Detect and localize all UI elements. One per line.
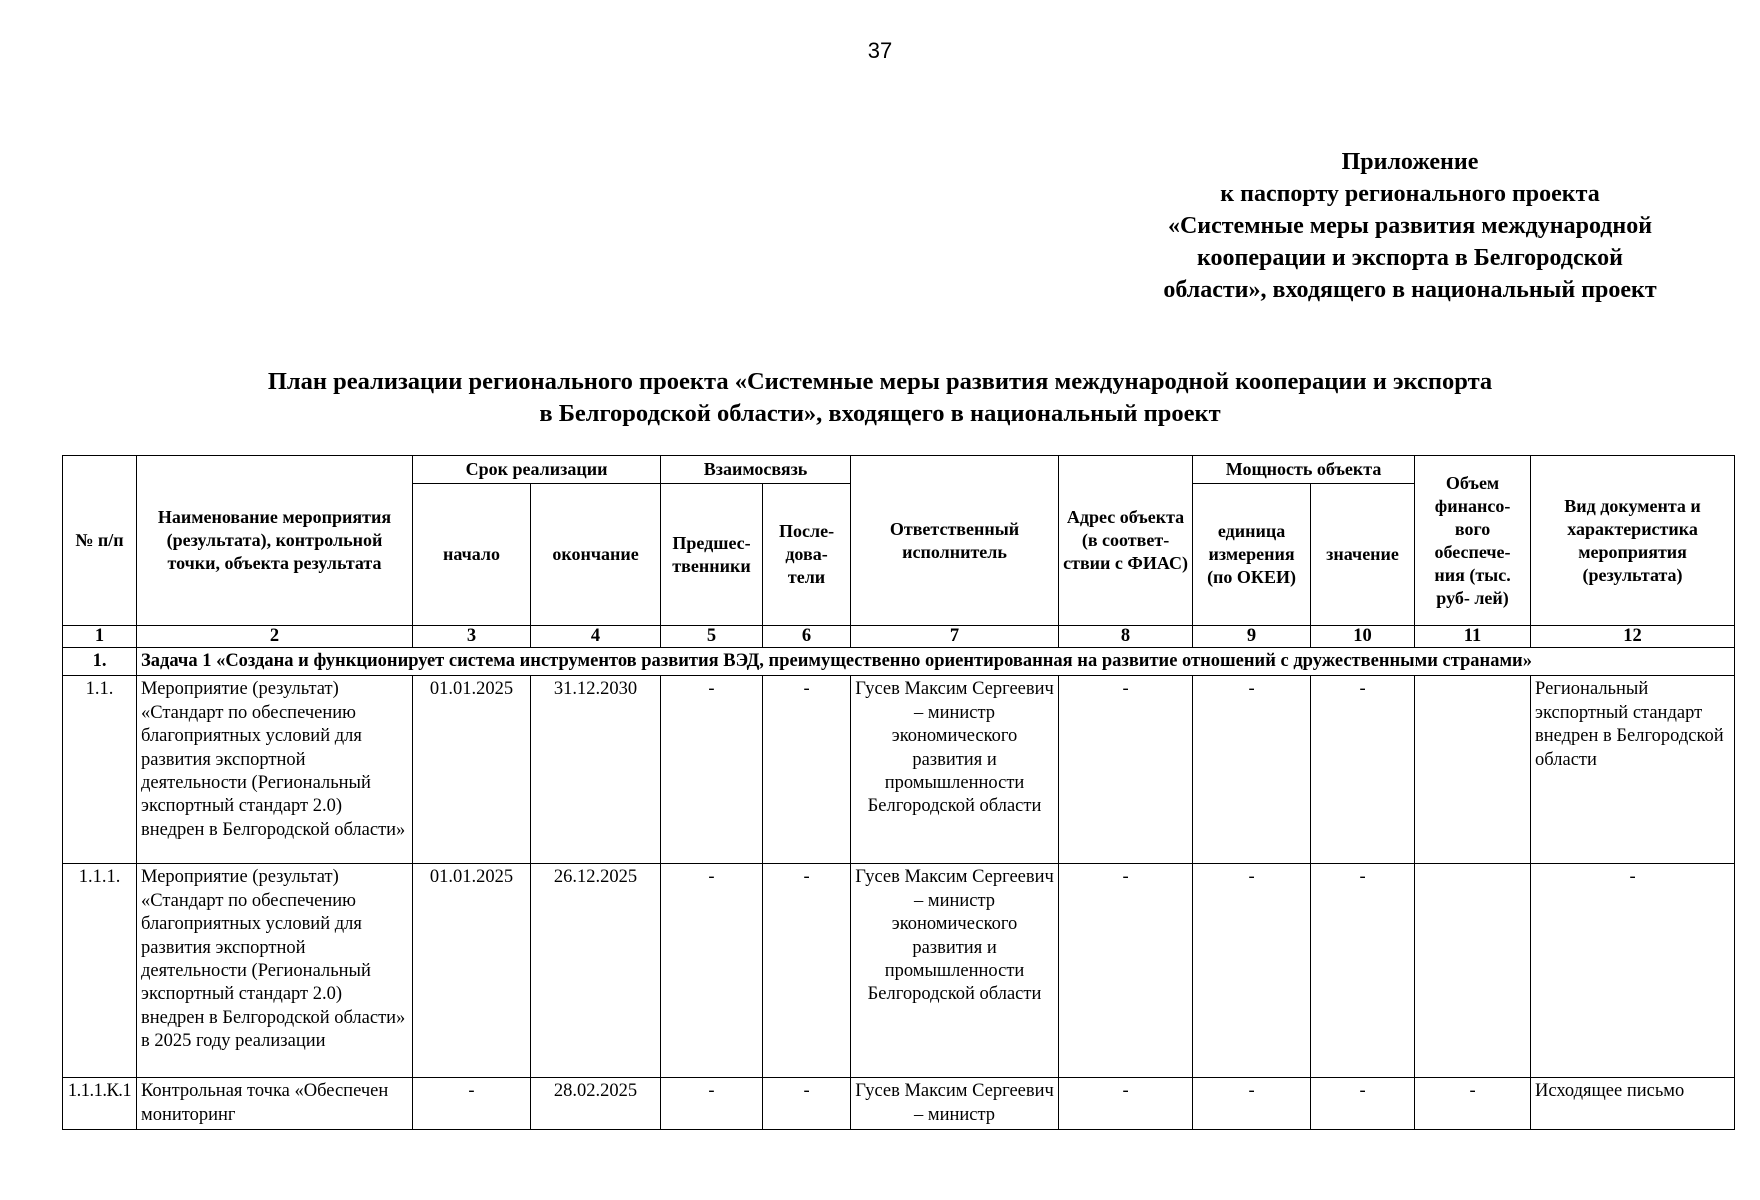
column-number: 12 <box>1531 626 1735 648</box>
header-unit: единица измерения (по ОКЕИ) <box>1193 484 1311 626</box>
column-number: 8 <box>1059 626 1193 648</box>
appendix-line: «Системные меры развития международной <box>1167 213 1653 239</box>
column-number: 7 <box>851 626 1059 648</box>
column-number: 11 <box>1415 626 1531 648</box>
column-number: 10 <box>1311 626 1415 648</box>
plan-title-line: в Белгородской области», входящего в национальный проект <box>539 400 1221 427</box>
task-text: Задача 1 «Создана и функционирует система инструментов развития ВЭД, преимущественно ориентированная на развитие отношений с дружественными странами» <box>137 648 1735 676</box>
row-address: - <box>1059 864 1193 1078</box>
plan-title-line: План реализации регионального проекта «Системные меры развития международной кооперации и экспорта <box>267 368 1493 395</box>
row-successors: - <box>763 864 851 1078</box>
header-doc: Вид документа и характеристика мероприятия (результата) <box>1531 456 1735 626</box>
column-numbers-row <box>63 626 1735 648</box>
row-start: - <box>413 1078 531 1130</box>
header-address: Адрес объекта (в соответ- ствии с ФИАС) <box>1059 456 1193 626</box>
row-unit: - <box>1193 1078 1311 1130</box>
row-unit: - <box>1193 676 1311 864</box>
row-responsible: Гусев Максим Сергеевич – министр <box>851 1078 1059 1130</box>
table-row <box>63 676 1735 864</box>
row-funding <box>1415 676 1531 864</box>
task-row <box>63 648 1735 676</box>
header-funding: Объем финансо- вого обеспече- ния (тыс. руб- лей) <box>1415 456 1531 626</box>
row-end: 28.02.2025 <box>531 1078 661 1130</box>
page-number: 37 <box>867 38 893 63</box>
column-number: 6 <box>763 626 851 648</box>
column-number: 5 <box>661 626 763 648</box>
row-value: - <box>1311 1078 1415 1130</box>
header-predecessors: Предшес- твенники <box>661 484 763 626</box>
row-predecessors: - <box>661 676 763 864</box>
plan-title <box>60 366 1700 430</box>
row-unit: - <box>1193 864 1311 1078</box>
task-num: 1. <box>63 648 137 676</box>
column-number: 1 <box>63 626 137 648</box>
header-start: начало <box>413 484 531 626</box>
row-value: - <box>1311 864 1415 1078</box>
table-row <box>63 1078 1735 1130</box>
row-responsible: Гусев Максим Сергеевич – министр экономического развития и промышленности Белгородской области <box>851 676 1059 864</box>
appendix-line: к паспорту регионального проекта <box>1220 181 1600 207</box>
row-address: - <box>1059 676 1193 864</box>
header-relation: Взаимосвязь <box>661 456 851 484</box>
row-doc: Региональный экспортный стандарт внедрен в Белгородской области <box>1531 676 1735 864</box>
row-doc: - <box>1531 864 1735 1078</box>
row-end: 26.12.2025 <box>531 864 661 1078</box>
row-doc: Исходящее письмо <box>1531 1078 1735 1130</box>
row-value: - <box>1311 676 1415 864</box>
appendix-line: области», входящего в национальный проект <box>1163 277 1657 303</box>
header-term: Срок реализации <box>413 456 661 484</box>
column-number: 2 <box>137 626 413 648</box>
row-end: 31.12.2030 <box>531 676 661 864</box>
row-start: 01.01.2025 <box>413 676 531 864</box>
row-start: 01.01.2025 <box>413 864 531 1078</box>
row-num: 1.1. <box>63 676 137 864</box>
row-num: 1.1.1.К.1 <box>63 1078 137 1130</box>
column-number: 3 <box>413 626 531 648</box>
header-capacity: Мощность объекта <box>1193 456 1415 484</box>
plan-table <box>62 455 1735 1130</box>
appendix-line: кооперации и экспорта в Белгородской <box>1197 245 1623 271</box>
column-number: 4 <box>531 626 661 648</box>
row-funding <box>1415 864 1531 1078</box>
row-name: Контрольная точка «Обеспечен мониторинг <box>137 1078 413 1130</box>
column-number: 9 <box>1193 626 1311 648</box>
row-predecessors: - <box>661 864 763 1078</box>
row-name: Мероприятие (результат) «Стандарт по обеспечению благоприятных условий для развития экспортной деятельности (Региональный экспортный стандарт 2.0) внедрен в Белгородской области» в 2025 году реализации <box>137 864 413 1078</box>
appendix-line: Приложение <box>1341 149 1479 175</box>
header-value: значение <box>1311 484 1415 626</box>
row-successors: - <box>763 1078 851 1130</box>
row-num: 1.1.1. <box>63 864 137 1078</box>
row-funding: - <box>1415 1078 1531 1130</box>
header-name: Наименование мероприятия (результата), контрольной точки, объекта результата <box>137 456 413 626</box>
appendix-heading <box>1120 146 1700 306</box>
header-end: окончание <box>531 484 661 626</box>
header-num: № п/п <box>63 456 137 626</box>
table-row <box>63 864 1735 1078</box>
row-responsible: Гусев Максим Сергеевич – министр экономического развития и промышленности Белгородской области <box>851 864 1059 1078</box>
header-responsible: Ответственный исполнитель <box>851 456 1059 626</box>
row-name: Мероприятие (результат) «Стандарт по обеспечению благоприятных условий для развития экспортной деятельности (Региональный экспортный стандарт 2.0) внедрен в Белгородской области» <box>137 676 413 864</box>
header-successors: После- дова- тели <box>763 484 851 626</box>
row-address: - <box>1059 1078 1193 1130</box>
row-predecessors: - <box>661 1078 763 1130</box>
row-successors: - <box>763 676 851 864</box>
